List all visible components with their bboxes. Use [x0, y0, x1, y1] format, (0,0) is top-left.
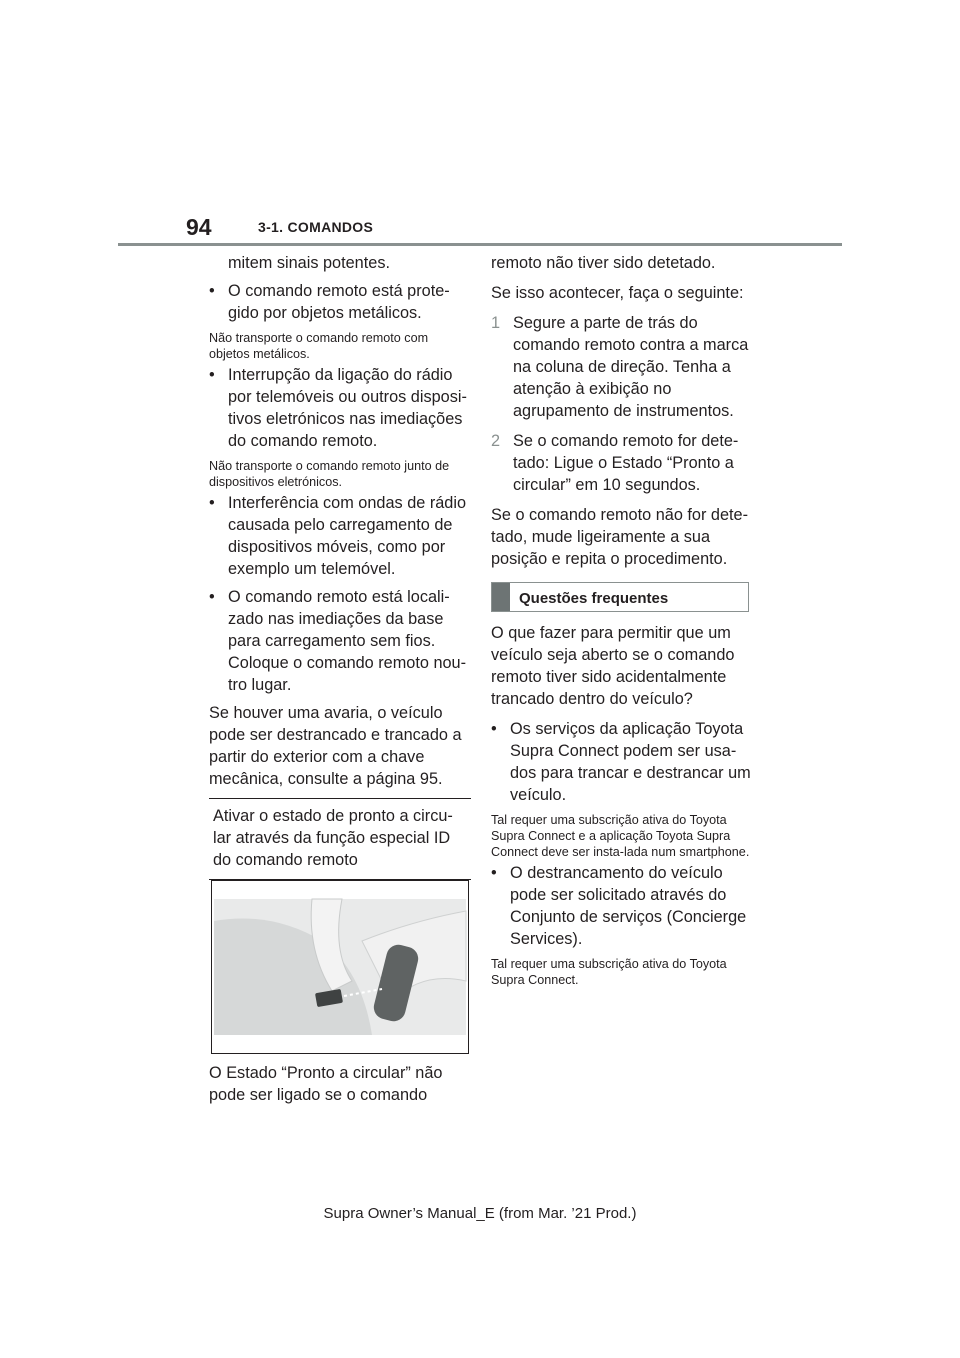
- step-1: [491, 312, 753, 422]
- list-item: • Interrupção da ligação do rádio por telemóveis ou outros disposi-tivos eletrónicos nas imediações do comando remoto.: [209, 364, 471, 452]
- list-item: • Os serviços da aplicação Toyota Supra Connect podem ser usa-dos para trancar e destrancar um veículo.: [491, 718, 753, 806]
- faq-title: Questões frequentes: [519, 590, 669, 607]
- paragraph: O Estado “Pronto a circular” não pode ser ligado se o comando: [209, 1064, 443, 1104]
- faq-marker: [492, 583, 510, 611]
- note-text: Tal requer uma subscrição ativa do Toyota Supra Connect.: [491, 957, 727, 987]
- list-item: • O destrancamento do veículo pode ser solicitado através do Conjunto de serviços (Concierge Services).: [491, 862, 753, 950]
- step-text: Se o comando remoto for dete-tado: Ligue o Estado “Pronto a circular” em 10 segundos.: [513, 432, 739, 494]
- step-2: [491, 430, 753, 496]
- footer: Supra Owner’s Manual_E (from Mar. ’21 Prod.): [323, 1205, 637, 1222]
- faq-question: O que fazer para permitir que um veículo seja aberto se o comando remoto tiver sido acidentalmente trancado dentro do veículo?: [491, 624, 735, 708]
- header-divider: [118, 243, 842, 246]
- list-item: • O comando remoto está locali-zado nas imediações da base para carregamento sem fios. Coloque o comando remoto nou-tro lugar.: [209, 586, 471, 696]
- paragraph: Se o comando remoto não for dete-tado, mude ligeiramente a sua posição e repita o procedimento.: [491, 506, 749, 568]
- steering-column-drawing: [212, 881, 468, 1053]
- right-column: [491, 252, 753, 990]
- step-text: Segure a parte de trás do comando remoto contra a marca na coluna de direção. Tenha a atenção à exibição no agrupamento de instrumentos.: [513, 314, 749, 420]
- note-text: Não transporte o comando remoto junto de dispositivos eletrónicos.: [209, 459, 450, 489]
- continued-text: remoto não tiver sido detetado.: [491, 254, 716, 272]
- faq-heading-box: [491, 582, 749, 612]
- left-column: [209, 252, 471, 1114]
- paragraph: Se houver uma avaria, o veículo pode ser destrancado e trancado a partir do exterior com a chave mecânica, consulte a página 95.: [209, 704, 462, 788]
- note-text: Tal requer uma subscrição ativa do Toyota Supra Connect e a aplicação Toyota Supra Connect deve ser insta-lada num smartphone.: [491, 813, 750, 859]
- paragraph: Se isso acontecer, faça o seguinte:: [491, 284, 744, 302]
- step-number: 2: [491, 432, 501, 450]
- list-item: • Interferência com ondas de rádio causada pelo carregamento de dispositivos móveis, como por exemplo um telemóvel.: [209, 492, 471, 580]
- continued-text: mitem sinais potentes.: [228, 254, 390, 272]
- list-item: • O comando remoto está prote-gido por objetos metálicos.: [209, 280, 471, 324]
- step-number: 1: [491, 314, 501, 332]
- subsection-heading: Ativar o estado de pronto a circu-lar através da função especial ID do comando remoto: [209, 798, 471, 880]
- steering-column-illustration: [211, 880, 469, 1054]
- note-text: Não transporte o comando remoto com objetos metálicos.: [209, 331, 429, 361]
- section-title: 3-1. COMANDOS: [258, 219, 374, 235]
- page-number: 94: [186, 214, 212, 240]
